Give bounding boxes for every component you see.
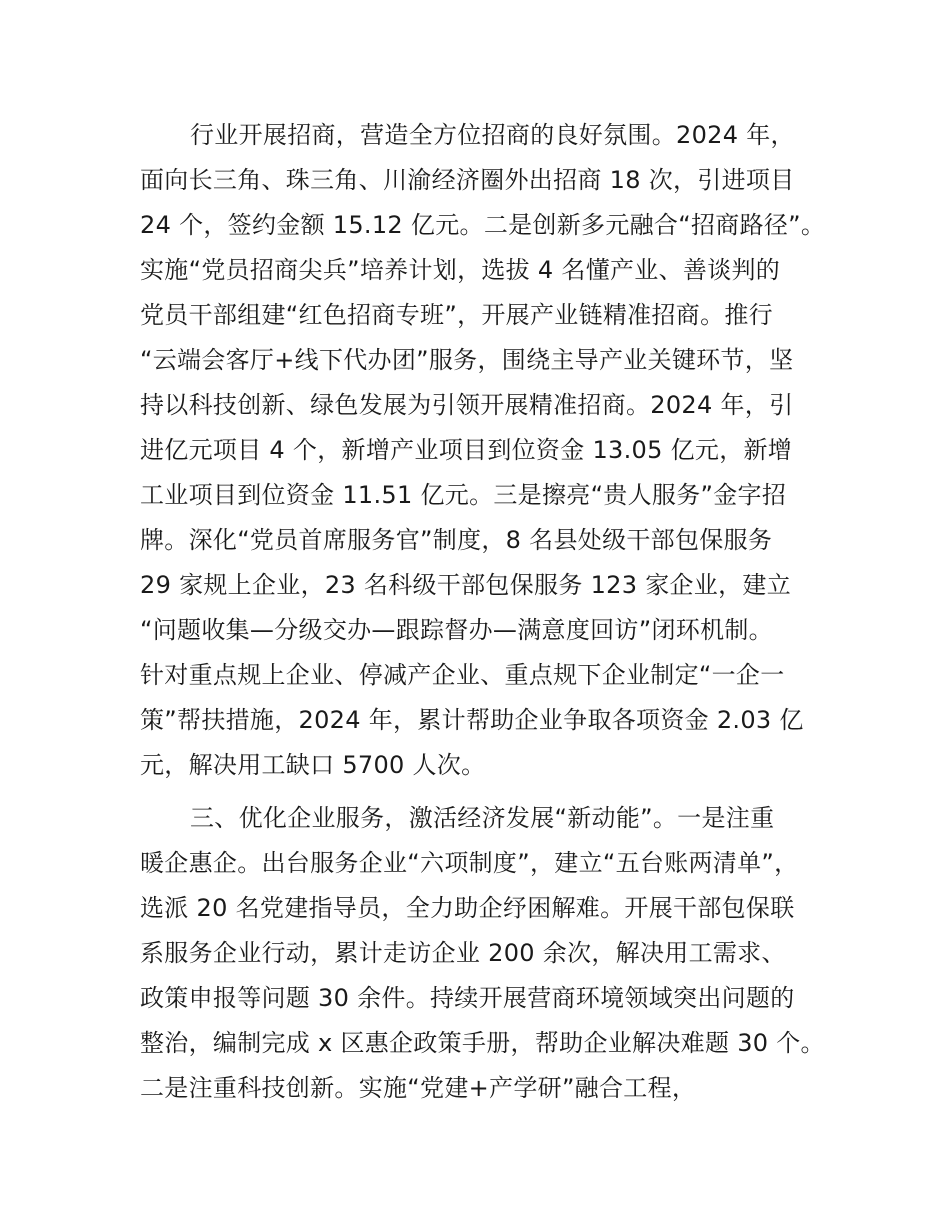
paragraph-line: 进亿元项目 4 个，新增产业项目到位资金 13.05 亿元，新增	[140, 436, 793, 464]
paragraph-line: 持以科技创新、绿色发展为引领开展精准招商。2024 年，引	[140, 391, 794, 419]
paragraph-line: 面向长三角、珠三角、川渝经济圈外出招商 18 次，引进项目	[140, 166, 795, 194]
paragraph-line: 三、优化企业服务，激活经济发展“新动能”。一是注重	[190, 804, 775, 832]
paragraph-line: 元，解决用工缺口 5700 人次。	[140, 751, 486, 779]
paragraph-line: 行业开展招商，营造全方位招商的良好氛围。2024 年，	[190, 121, 795, 149]
paragraph-line: 党员干部组建“红色招商专班”，开展产业链精准招商。推行	[140, 301, 773, 329]
paragraph-line: 工业项目到位资金 11.51 亿元。三是擦亮“贵人服务”金字招	[140, 481, 787, 509]
paragraph-line: 牌。深化“党员首席服务官”制度，8 名县处级干部包保服务	[140, 526, 773, 554]
paragraph-line: 暖企惠企。出台服务企业“六项制度”，建立“五台账两清单”，	[140, 849, 799, 877]
paragraph-line: “问题收集—分级交办—跟踪督办—满意度回访”闭环机制。	[140, 616, 773, 644]
paragraph-line: 针对重点规上企业、停减产企业、重点规下企业制定“一企一	[140, 661, 785, 689]
paragraph-line: 政策申报等问题 30 余件。持续开展营商环境领域突出问题的	[140, 984, 795, 1012]
paragraph-line: 24 个，签约金额 15.12 亿元。二是创新多元融合“招商路径”。	[140, 211, 826, 239]
paragraph-line: 二是注重科技创新。实施“党建+产学研”融合工程，	[140, 1074, 697, 1102]
paragraph-line: 系服务企业行动，累计走访企业 200 余次，解决用工需求、	[140, 939, 786, 967]
paragraph-line: “云端会客厅+线下代办团”服务，围绕主导产业关键环节，坚	[140, 346, 794, 374]
paragraph-line: 整治，编制完成 x 区惠企政策手册，帮助企业解决难题 30 个。	[140, 1029, 825, 1057]
paragraph-line: 29 家规上企业，23 名科级干部包保服务 123 家企业，建立	[140, 571, 792, 599]
paragraph-line: 实施“党员招商尖兵”培养计划，选拔 4 名懂产业、善谈判的	[140, 256, 781, 284]
paragraph-line: 策”帮扶措施，2024 年，累计帮助企业争取各项资金 2.03 亿	[140, 706, 804, 734]
paragraph-line: 选派 20 名党建指导员，全力助企纾困解难。开展干部包保联	[140, 894, 795, 922]
